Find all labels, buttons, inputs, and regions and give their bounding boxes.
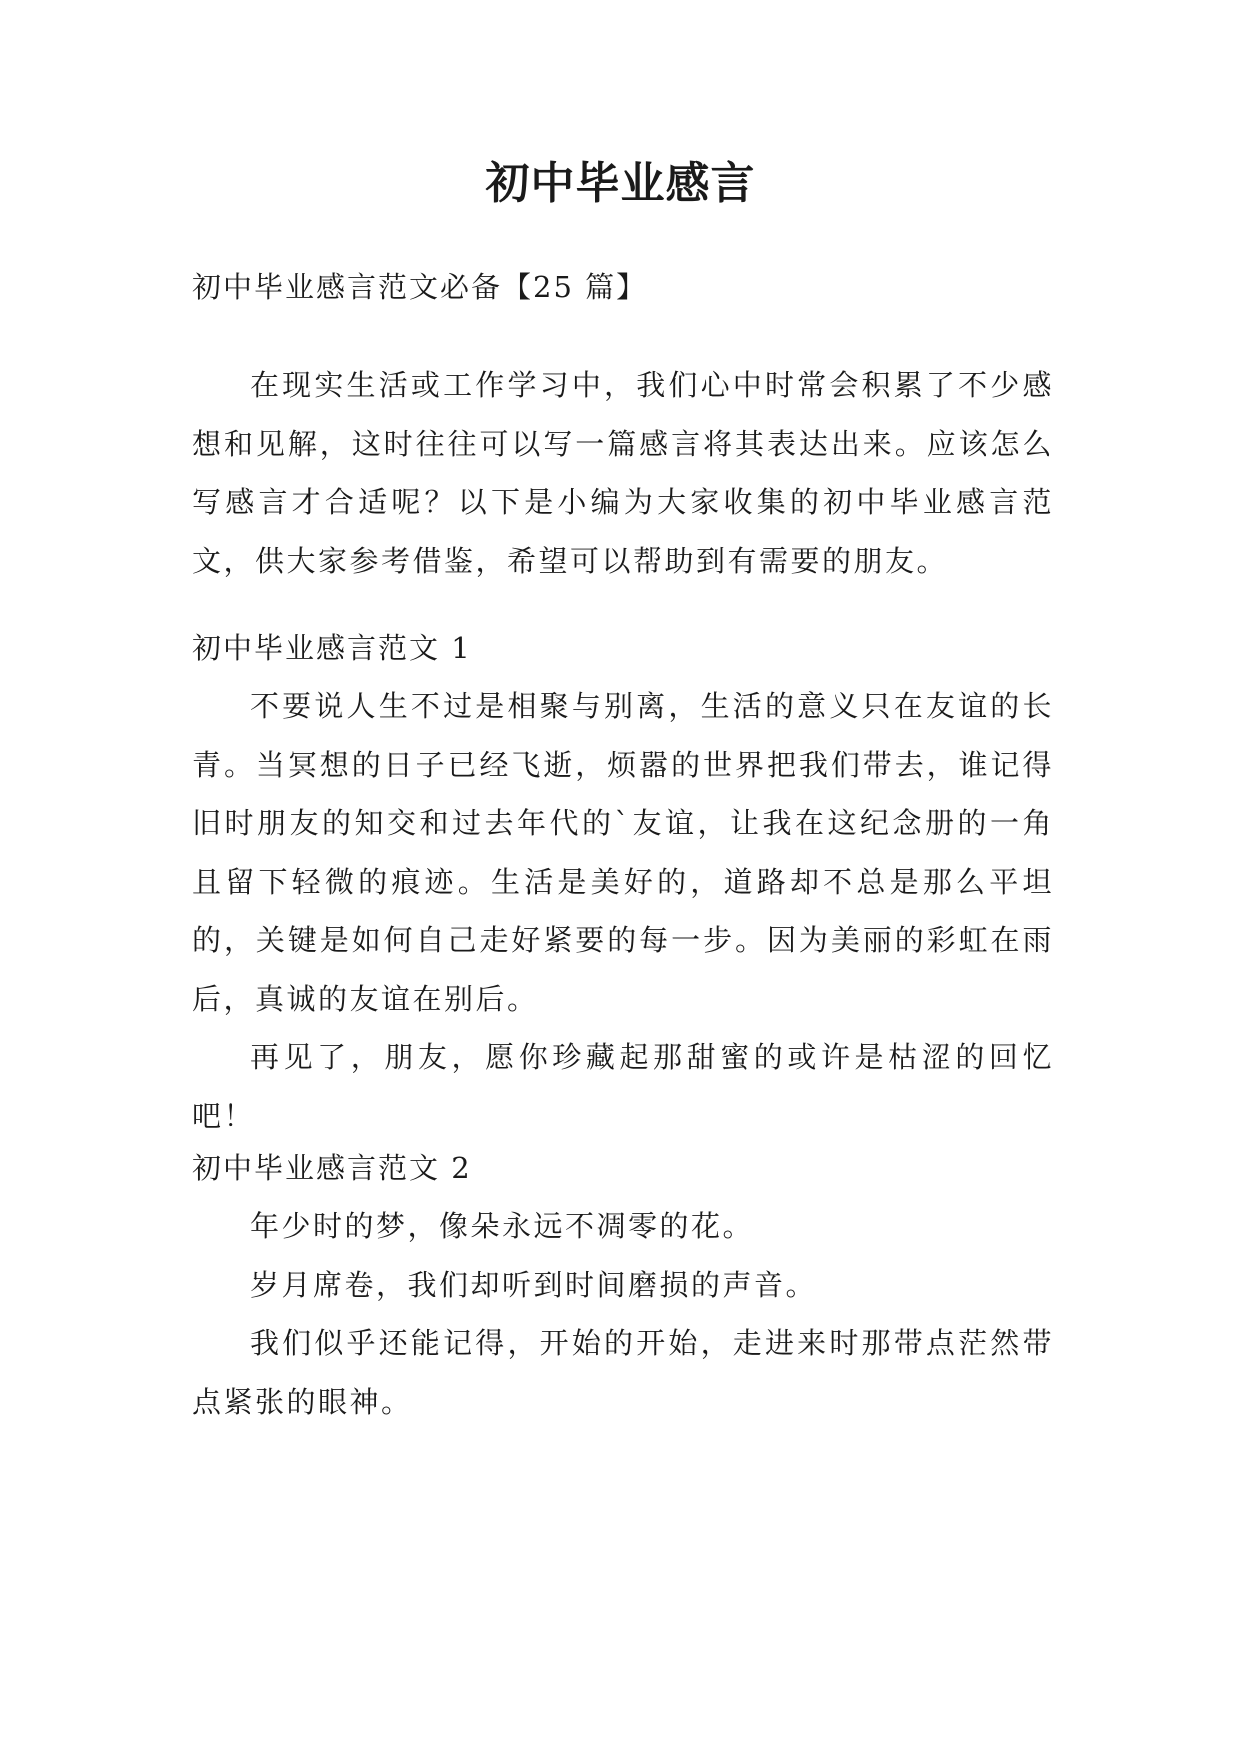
document-subtitle: 初中毕业感言范文必备【25 篇】 [192, 270, 648, 304]
section-paragraph: 岁月席卷，我们却听到时间磨损的声音。 [250, 1267, 818, 1302]
section-paragraph: 再见了，朋友，愿你珍藏起那甜蜜的或许是枯涩的回忆吧！ [192, 1040, 1054, 1133]
intro-paragraph: 在现实生活或工作学习中，我们心中时常会积累了不少感想和见解，这时往往可以写一篇感言将其表达出来。应该怎么写感言才合适呢？以下是小编为大家收集的初中毕业感言范文，供大家参考借鉴，希望可以帮助到有需要的朋友。 [192, 368, 1054, 578]
intro-block [192, 356, 1054, 590]
section-paragraph: 年少时的梦，像朵永远不凋零的花。 [250, 1209, 755, 1243]
section-paragraph: 不要说人生不过是相聚与别离，生活的意义只在友谊的长青。当冥想的日子已经飞逝，烦嚣的世界把我们带去，谁记得旧时朋友的知交和过去年代的`友谊，让我在这纪念册的一角且留下轻微的痕迹。生活是美好的，道路却不总是那么平坦的，关键是如何自己走好紧要的每一步。因为美丽的彩虹在雨后，真诚的友谊在别后。 [192, 689, 1054, 1016]
section-2 [192, 1139, 1054, 1431]
section-1 [192, 619, 1054, 1145]
document-title: 初中毕业感言 [485, 158, 756, 209]
section-heading: 初中毕业感言范文 1 [192, 631, 472, 665]
section-heading: 初中毕业感言范文 2 [192, 1151, 472, 1185]
section-paragraph: 我们似乎还能记得，开始的开始，走进来时那带点茫然带点紧张的眼神。 [192, 1326, 1054, 1419]
